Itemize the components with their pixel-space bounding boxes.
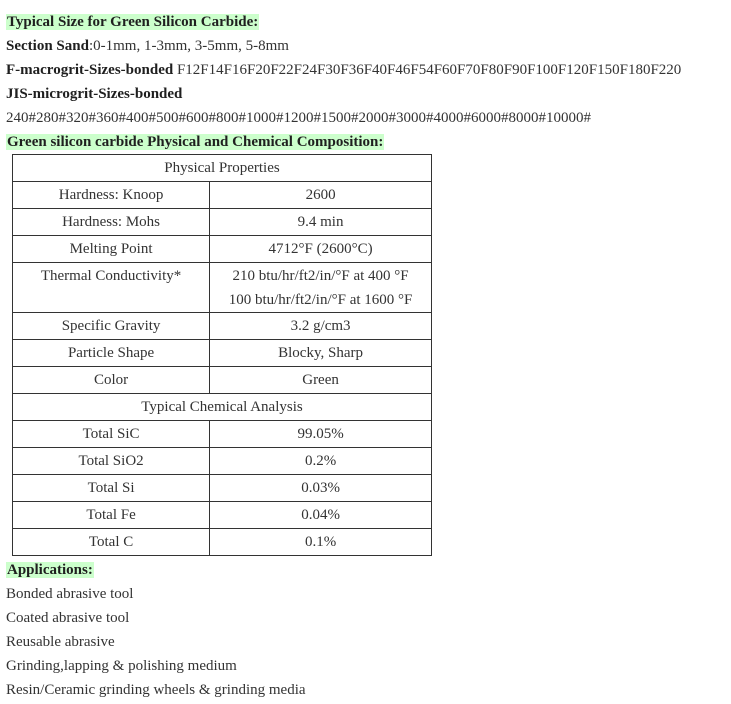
chemical-analysis-title: Typical Chemical Analysis <box>13 394 432 421</box>
physical-properties-title: Physical Properties <box>13 155 432 182</box>
chemical-value: 99.05% <box>210 421 432 448</box>
chemical-value: 0.04% <box>210 502 432 529</box>
table-row <box>13 475 432 502</box>
list-item: Reusable abrasive <box>6 634 115 650</box>
sizes-heading-line <box>6 10 731 34</box>
table-row <box>13 394 432 421</box>
property-value: Blocky, Sharp <box>210 340 432 367</box>
table-row <box>13 340 432 367</box>
applications-heading-line <box>6 558 731 582</box>
thermal-value-2: 100 btu/hr/ft2/in/°F at 1600 °F <box>228 291 413 308</box>
table-row <box>13 367 432 394</box>
property-value: 3.2 g/cm3 <box>210 313 432 340</box>
chemical-name: Total C <box>13 529 210 556</box>
table-row <box>13 313 432 340</box>
composition-heading-line <box>6 130 731 154</box>
sizes-heading: Typical Size for Green Silicon Carbide: <box>7 14 259 30</box>
property-value: 2600 <box>210 182 432 209</box>
composition-heading: Green silicon carbide Physical and Chemical Composition: <box>7 134 384 150</box>
property-name: Melting Point <box>13 236 210 263</box>
thermal-value-1: 210 btu/hr/ft2/in/°F at 400 °F <box>232 267 409 284</box>
fmacrogrit-line <box>6 58 731 82</box>
list-item: Bonded abrasive tool <box>6 586 134 602</box>
property-value: Green <box>210 367 432 394</box>
property-name: Particle Shape <box>13 340 210 367</box>
chemical-value: 0.1% <box>210 529 432 556</box>
property-name: Specific Gravity <box>13 313 210 340</box>
section-sand-value: :0-1mm, 1-3mm, 3-5mm, 5-8mm <box>88 38 289 54</box>
table-row <box>13 209 432 236</box>
applications-section <box>6 558 731 702</box>
section-sand-label: Section Sand <box>6 38 89 54</box>
table-row <box>13 236 432 263</box>
list-item: Grinding,lapping & polishing medium <box>6 658 237 674</box>
property-value-multiline <box>210 263 432 313</box>
jis-label-line <box>6 82 731 106</box>
table-row <box>13 448 432 475</box>
table-row <box>13 529 432 556</box>
chemical-name: Total Fe <box>13 502 210 529</box>
table-row <box>13 502 432 529</box>
chemical-value: 0.03% <box>210 475 432 502</box>
property-name: Hardness: Mohs <box>13 209 210 236</box>
applications-heading: Applications: <box>7 562 93 578</box>
chemical-name: Total SiO2 <box>13 448 210 475</box>
list-item: Coated abrasive tool <box>6 610 130 626</box>
property-name: Hardness: Knoop <box>13 182 210 209</box>
property-value: 4712°F (2600°C) <box>210 236 432 263</box>
chemical-name: Total Si <box>13 475 210 502</box>
chemical-name: Total SiC <box>13 421 210 448</box>
property-value: 9.4 min <box>210 209 432 236</box>
property-name: Thermal Conductivity* <box>13 263 210 313</box>
jis-value: 240#280#320#360#400#500#600#800#1000#1200#1500#2000#3000#4000#6000#8000#10000# <box>6 110 591 126</box>
jis-value-line <box>6 106 731 130</box>
table-row <box>13 182 432 209</box>
fmacrogrit-value: F12F14F16F20F22F24F30F36F40F46F54F60F70F80F90F100F120F150F180F220 <box>173 62 682 78</box>
chemical-value: 0.2% <box>210 448 432 475</box>
properties-table <box>12 154 432 556</box>
section-sand-line <box>6 34 731 58</box>
list-item: Resin/Ceramic grinding wheels & grinding media <box>6 682 306 698</box>
property-name: Color <box>13 367 210 394</box>
jis-label: JIS-microgrit-Sizes-bonded <box>6 86 183 102</box>
table-row <box>13 263 432 313</box>
fmacrogrit-label: F-macrogrit-Sizes-bonded <box>6 62 174 78</box>
table-row <box>13 421 432 448</box>
table-row <box>13 155 432 182</box>
